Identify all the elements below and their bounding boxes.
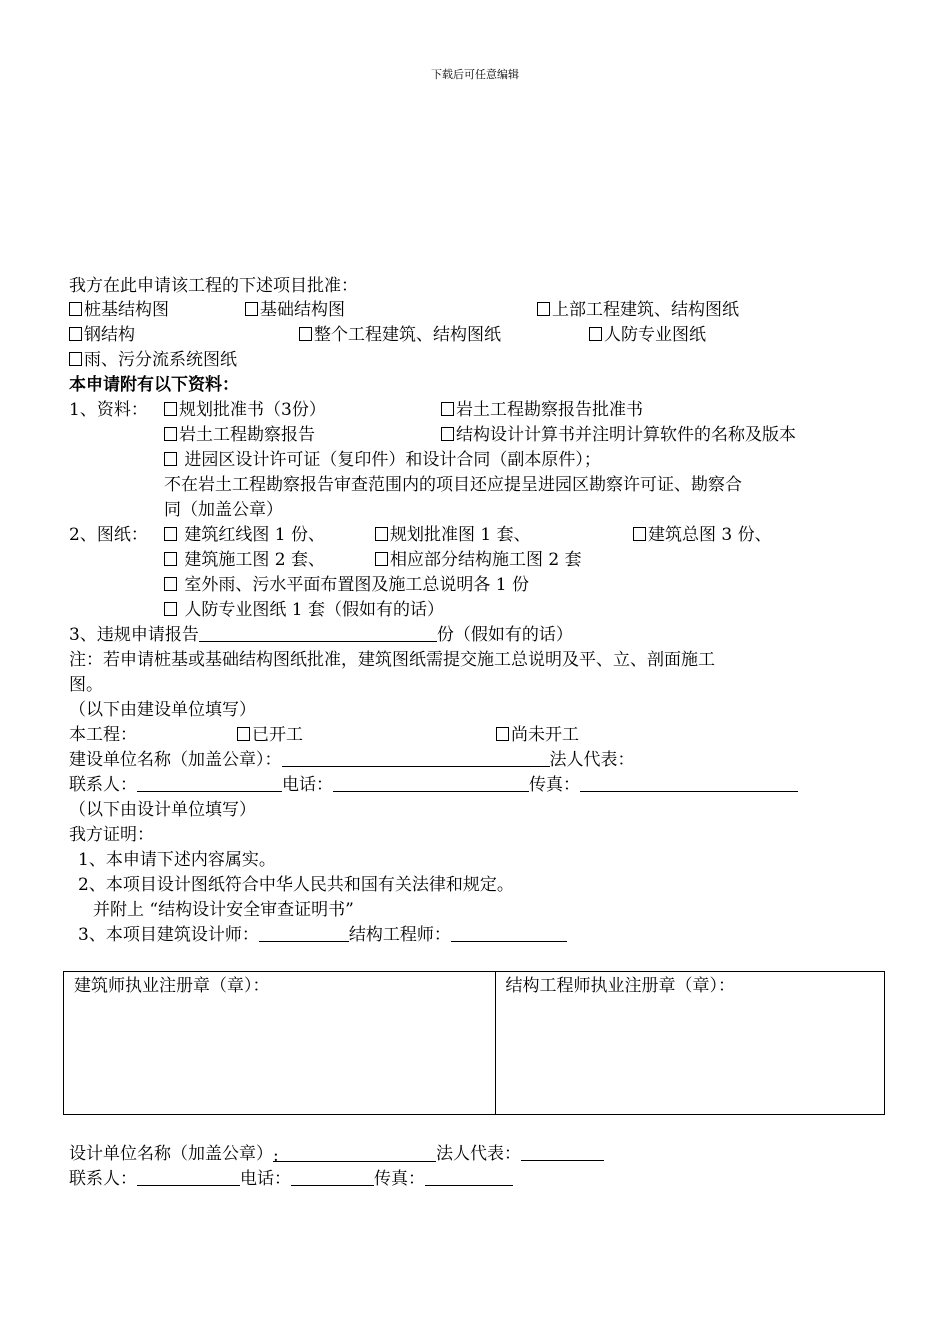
designer-point-3-row: 3、本项目建筑设计师： 结构工程师： <box>78 923 567 947</box>
item-whole[interactable]: 整个工程建筑、结构图纸 <box>299 323 501 347</box>
project-status-label: 本工程： <box>69 725 137 745</box>
status-started[interactable]: 已开工 <box>237 723 303 747</box>
header-note: 下载后可任意编辑 <box>431 68 519 81</box>
architect-stamp-label: 建筑师执业注册章（章）： <box>74 976 270 996</box>
footer-name-row: 设计单位名称（加盖公章）: 法人代表： <box>69 1142 604 1166</box>
design-unit-name-field[interactable]: : <box>273 1144 436 1162</box>
mat-planning-approval[interactable]: 规划批准书（3份） <box>164 398 326 422</box>
mat-geo-report[interactable]: 岩土工程勘察报告 <box>164 423 315 447</box>
design-fax-field[interactable] <box>425 1168 513 1186</box>
drawings-prefix: 2、图纸： <box>69 525 148 545</box>
designer-point-2b: 并附上 “结构设计安全审查证明书” <box>93 900 354 920</box>
checkbox[interactable] <box>164 527 177 541</box>
builder-fax-field[interactable] <box>580 774 798 792</box>
mat-calc-book[interactable]: 结构设计计算书并注明计算软件的名称及版本 <box>441 423 796 447</box>
note-line-2: 图。 <box>69 675 103 695</box>
item-rain-sewage[interactable]: 雨、污分流系统图纸 <box>69 348 237 372</box>
builder-name-row: 建设单位名称（加盖公章）： 法人代表： <box>69 750 635 770</box>
attach-title: 本申请附有以下资料： <box>69 375 239 395</box>
note-line-1: 注：若申请桩基或基础结构图纸批准，建筑图纸需提交施工总说明及平、立、剖面施工 <box>69 650 715 670</box>
materials-note-2: 同（加盖公章） <box>164 500 283 520</box>
checkbox[interactable] <box>164 402 177 416</box>
engineer-stamp-cell[interactable] <box>495 972 885 1115</box>
checkbox[interactable] <box>164 577 177 591</box>
materials-prefix: 1、资料： <box>69 400 148 420</box>
dwg-outdoor[interactable]: 室外雨、污水平面布置图及施工总说明各 1 份 <box>164 573 529 597</box>
dwg-civil-defense[interactable]: 人防专业图纸 1 套（假如有的话） <box>164 598 444 622</box>
dwg-red-line[interactable]: 建筑红线图 1 份、 <box>164 523 325 547</box>
checkbox[interactable] <box>164 452 177 466</box>
checkbox[interactable] <box>441 427 454 441</box>
designer-certify: 我方证明： <box>69 825 154 845</box>
builder-heading: （以下由建设单位填写） <box>69 700 256 720</box>
design-contact-field[interactable] <box>137 1168 240 1186</box>
mat-permit[interactable]: 进园区设计许可证（复印件）和设计合同（副本原件）； <box>164 448 601 472</box>
checkbox[interactable] <box>69 352 82 366</box>
item-upper[interactable]: 上部工程建筑、结构图纸 <box>537 298 739 322</box>
checkbox[interactable] <box>375 527 388 541</box>
checkbox[interactable] <box>299 327 312 341</box>
dwg-structure[interactable]: 相应部分结构施工图 2 套 <box>375 548 582 572</box>
designer-heading: （以下由设计单位填写） <box>69 800 256 820</box>
checkbox[interactable] <box>441 402 454 416</box>
status-not-started[interactable]: 尚未开工 <box>496 723 579 747</box>
design-legal-rep-field[interactable] <box>521 1143 604 1161</box>
engineer-stamp-label: 结构工程师执业注册章（章）： <box>505 976 735 996</box>
item-civil-defense[interactable]: 人防专业图纸 <box>589 323 706 347</box>
dwg-construction[interactable]: 建筑施工图 2 套、 <box>164 548 325 572</box>
checkbox[interactable] <box>164 552 177 566</box>
architect-stamp-cell[interactable] <box>64 972 496 1115</box>
checkbox[interactable] <box>496 727 509 741</box>
designer-point-2: 2、本项目设计图纸符合中华人民共和国有关法律和规定。 <box>78 875 514 895</box>
designer-point-1: 1、本申请下述内容属实。 <box>78 850 276 870</box>
checkbox[interactable] <box>69 327 82 341</box>
checkbox[interactable] <box>69 302 82 316</box>
builder-phone-field[interactable] <box>333 774 529 792</box>
item-steel[interactable]: 钢结构 <box>69 323 135 347</box>
builder-name-field[interactable] <box>282 749 550 767</box>
architect-name-field[interactable] <box>259 924 349 942</box>
checkbox[interactable] <box>245 302 258 316</box>
checkbox[interactable] <box>237 727 250 741</box>
violation-row: 3、违规申请报告 份（假如有的话） <box>69 625 573 645</box>
stamp-table <box>63 971 885 1115</box>
builder-contact-row: 联系人： 电话： 传真： <box>69 773 798 797</box>
footer-contact-row: 联系人： 电话： 传真： <box>69 1167 513 1191</box>
checkbox[interactable] <box>633 527 646 541</box>
checkbox[interactable] <box>589 327 602 341</box>
design-phone-field[interactable] <box>291 1168 374 1186</box>
checkbox[interactable] <box>537 302 550 316</box>
engineer-name-field[interactable] <box>451 924 567 942</box>
checkbox[interactable] <box>164 602 177 616</box>
item-foundation[interactable]: 基础结构图 <box>245 298 345 322</box>
dwg-general-plan[interactable]: 建筑总图 3 份、 <box>633 523 772 547</box>
intro-text: 我方在此申请该工程的下述项目批准： <box>69 276 358 296</box>
checkbox[interactable] <box>375 552 388 566</box>
materials-note-1: 不在岩土工程勘察报告审查范围内的项目还应提呈进园区勘察许可证、勘察合 <box>164 475 742 495</box>
violation-count-field[interactable] <box>199 624 437 642</box>
checkbox[interactable] <box>164 427 177 441</box>
mat-geo-approval[interactable]: 岩土工程勘察报告批准书 <box>441 398 643 422</box>
builder-contact-field[interactable] <box>137 774 282 792</box>
dwg-planning-map[interactable]: 规划批准图 1 套、 <box>375 523 531 547</box>
item-pile[interactable]: 桩基结构图 <box>69 298 169 322</box>
